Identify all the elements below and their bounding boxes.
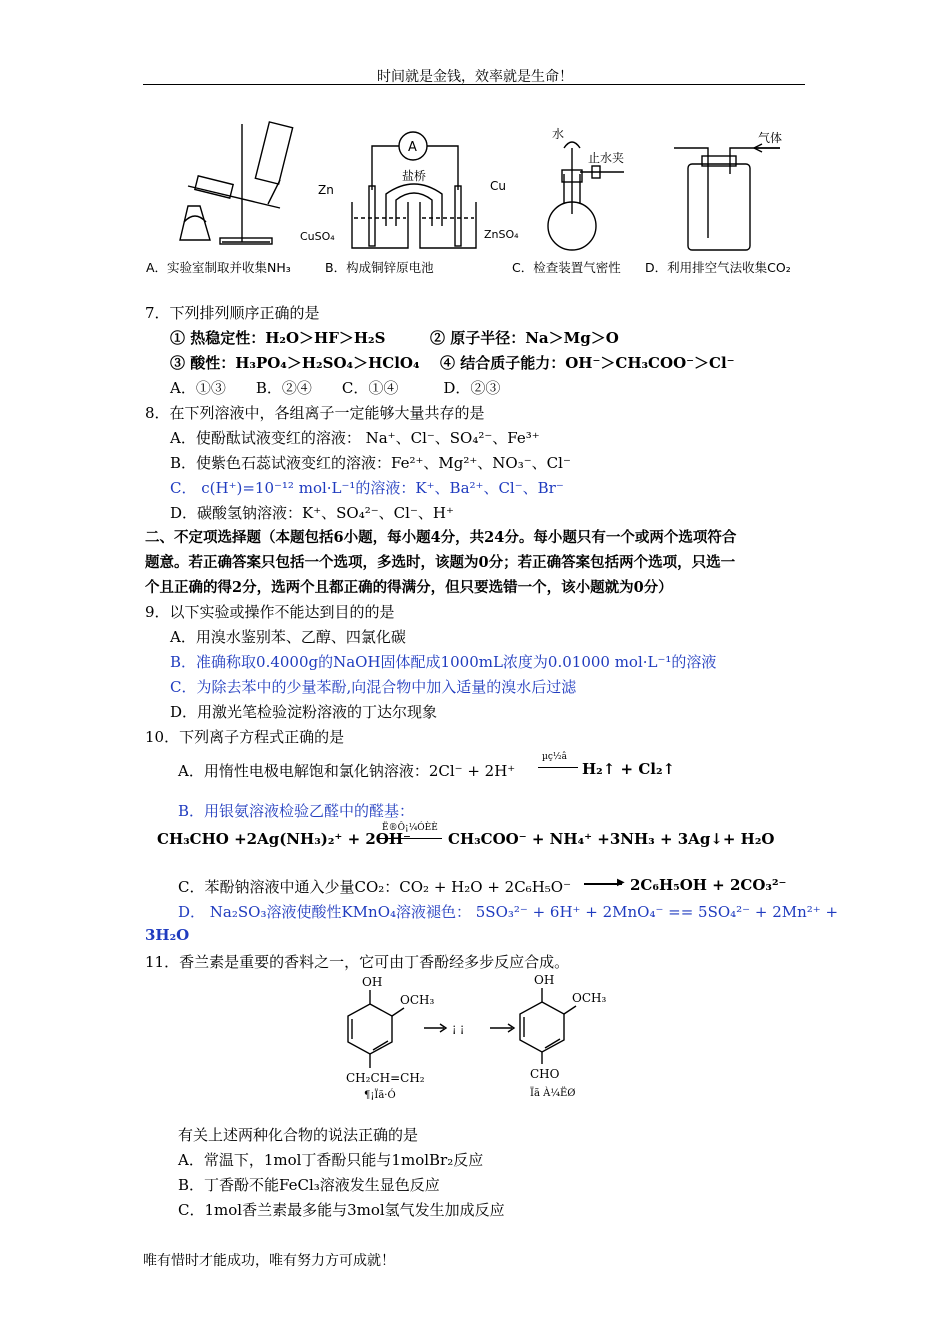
q10-a-condition: µç½â [542, 752, 567, 762]
caption-a: A．实验室制取并收集NH₃ [146, 260, 291, 275]
ammeter-label: A [408, 140, 417, 155]
q10-c-right: 2C₆H₅OH + 2CO₃²⁻ [630, 876, 787, 894]
scheme-arrow-text: ¡ ¡ [452, 1022, 465, 1035]
apparatus-c [548, 126, 624, 250]
q11-intro: 有关上述两种化合物的说法正确的是 [178, 1126, 419, 1144]
q8-stem: 8．在下列溶液中，各组离子一定能够大量共存的是 [145, 404, 485, 422]
q10-a-arrow [538, 767, 578, 768]
q10-b-condition: Ë®Ô¡¼ÓÈÈ [382, 823, 438, 833]
q7-options: A．①③ B．②④ C．①④ D．②③ [170, 379, 501, 397]
vanillin-och3: OCH₃ [572, 991, 607, 1005]
cuso4-label: CuSO₄ [300, 230, 335, 243]
q10-b-arrow [378, 838, 442, 839]
q10-c-arrowhead: ▶ [617, 877, 625, 888]
q10-b-left: CH₃CHO +2Ag(NH₃)₂⁺ + 2OH⁻ [157, 830, 411, 848]
q9-option-d: D．用激光笔检验淀粉溶液的丁达尔现象 [170, 703, 438, 721]
q11-option-b: B．丁香酚不能FeCl₃溶液发生显色反应 [178, 1176, 440, 1194]
gas-label: 气体 [758, 131, 783, 145]
vanillin-label: Ïã À¼ËØ [530, 1088, 576, 1099]
water-label: 水 [552, 127, 565, 141]
apparatus-figure [140, 118, 820, 258]
q10-d-line1: D． Na₂SO₃溶液使酸性KMnO₄溶液褪色： 5SO₃²⁻ + 6H⁺ + 2MnO₄⁻ == 5SO₄²⁻ + 2Mn²⁺ + [178, 903, 839, 921]
section2-line1: 二、不定项选择题（本题包括6小题，每小题4分，共24分。每小题只有一个或两个选项符合 [145, 529, 737, 546]
section2-line2: 题意。若正确答案只包括一个选项，多选时，该题为0分；若正确答案包括两个选项，只选一 [145, 554, 736, 571]
q10-d-line2: 3H₂O [145, 926, 190, 944]
q10-stem: 10．下列离子方程式正确的是 [145, 728, 345, 746]
q10-c-left: C．苯酚钠溶液中通入少量CO₂：CO₂ + H₂O + 2C₆H₅O⁻ [178, 878, 571, 896]
q9-option-b: B．准确称取0.4000g的NaOH固体配成1000mL浓度为0.01000 mol·L⁻¹的溶液 [170, 653, 717, 671]
page-footer: 唯有惜时才能成功，唯有努力方可成就！ [143, 1253, 395, 1269]
q11-option-c: C．1mol香兰素最多能与3mol氢气发生加成反应 [178, 1201, 505, 1219]
q7-item-4: ④ 结合质子能力：OH⁻＞CH₃COO⁻＞Cl⁻ [440, 354, 735, 372]
apparatus-b [300, 132, 519, 248]
salt-bridge-label: 盐桥 [402, 169, 427, 183]
q9-option-a: A．用溴水鉴别苯、乙醇、四氯化碳 [170, 628, 406, 646]
q10-b-right: CH₃COO⁻ + NH₄⁺ +3NH₃ + 3Ag↓+ H₂O [448, 830, 775, 848]
eugenol-side-chain: CH₂CH=CH₂ [346, 1071, 425, 1085]
q7-stem: 7．下列排列顺序正确的是 [145, 304, 320, 322]
znso4-label: ZnSO₄ [484, 228, 519, 241]
q11-option-a: A．常温下，1mol丁香酚只能与1molBr₂反应 [178, 1151, 484, 1169]
page-header: 时间就是金钱，效率就是生命！ [377, 69, 573, 85]
caption-b: B．构成铜锌原电池 [325, 260, 434, 275]
q11-reaction-scheme [330, 970, 630, 1104]
q7-item-3: ③ 酸性：H₃PO₄＞H₂SO₄＞HClO₄ [170, 354, 420, 372]
q7-item-2: ② 原子半径：Na＞Mg＞O [430, 329, 619, 347]
eugenol-oh: OH [362, 975, 383, 989]
apparatus-d [674, 130, 782, 250]
apparatus-a [180, 122, 293, 244]
cu-label: Cu [490, 179, 506, 193]
caption-d: D．利用排空气法收集CO₂ [645, 260, 791, 275]
vanillin-oh: OH [534, 973, 555, 987]
stop-clip-label: 止水夹 [588, 151, 625, 165]
q9-stem: 9．以下实验或操作不能达到目的的是 [145, 603, 395, 621]
q8-option-c: C． c(H⁺)=10⁻¹² mol·L⁻¹的溶液：K⁺、Ba²⁺、Cl⁻、Br⁻ [170, 479, 564, 497]
vanillin-cho: CHO [530, 1067, 560, 1081]
q8-option-b: B．使紫色石蕊试液变红的溶液：Fe²⁺、Mg²⁺、NO₃⁻、Cl⁻ [170, 454, 571, 472]
eugenol-label: ¶¡Ïã·Ó [364, 1090, 396, 1101]
q10-b-title: B．用银氨溶液检验乙醛中的醛基： [178, 802, 415, 820]
q7-item-1: ① 热稳定性：H₂O＞HF＞H₂S [170, 329, 386, 347]
q8-option-d: D．碳酸氢钠溶液：K⁺、SO₄²⁻、Cl⁻、H⁺ [170, 504, 454, 522]
q11-stem: 11．香兰素是重要的香料之一，它可由丁香酚经多步反应合成。 [145, 953, 570, 971]
q8-option-a: A．使酚酞试液变红的溶液： Na⁺、Cl⁻、SO₄²⁻、Fe³⁺ [170, 429, 540, 447]
section2-line3: 个且正确的得2分，选两个且都正确的得满分，但只要选错一个，该小题就为0分） [145, 579, 673, 596]
eugenol-och3: OCH₃ [400, 993, 435, 1007]
q10-a-left: A．用惰性电极电解饱和氯化钠溶液：2Cl⁻ + 2H⁺ [178, 762, 516, 780]
q10-a-right: H₂↑ + Cl₂↑ [582, 760, 676, 778]
caption-c: C．检查装置气密性 [512, 260, 621, 275]
zn-label: Zn [318, 183, 334, 197]
q9-option-c: C．为除去苯中的少量苯酚,向混合物中加入适量的溴水后过滤 [170, 678, 577, 696]
header-rule [143, 84, 805, 85]
